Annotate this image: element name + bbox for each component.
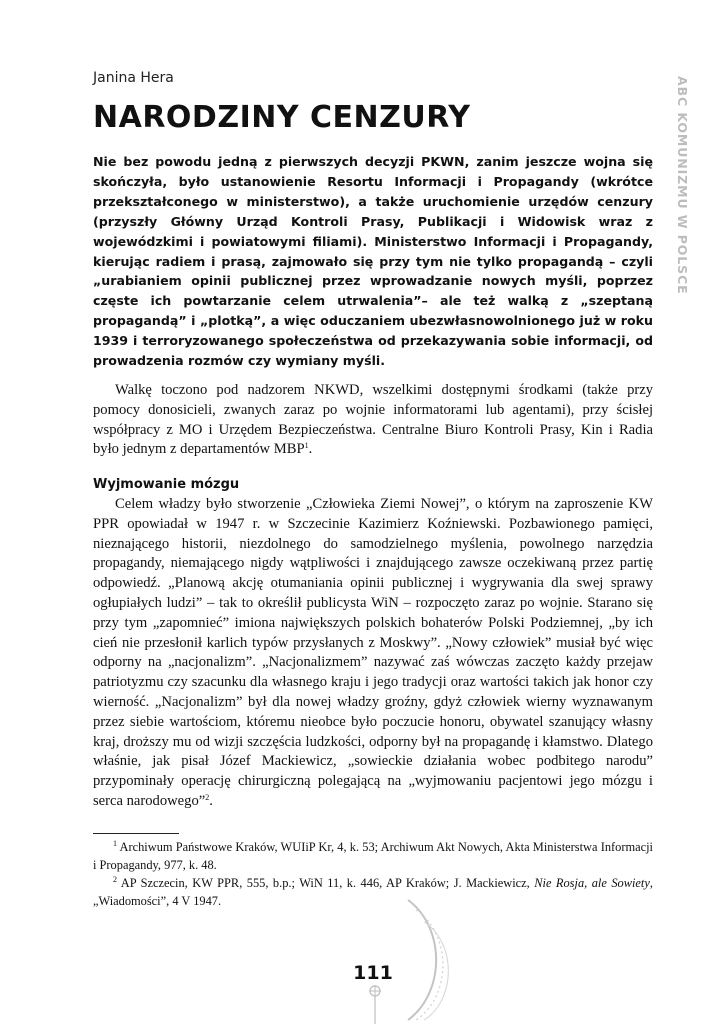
footnote-1-text: Archiwum Państwowe Kraków, WUIiP Kr, 4, k. 53; Archiwum Akt Nowych, Akta Ministerstwa Informacji i Propagandy, 977, k. 48.	[93, 840, 653, 872]
series-side-label: ABC KOMUNIZMU W POLSCE	[675, 76, 690, 295]
lead-paragraph: Nie bez powodu jedną z pierwszych decyzji PKWN, zanim jeszcze wojna się skończyła, było ustanowienie Resortu Informacji i Propagandy (wkrótce przekształconego w ministerstwo), a także uruchomienie urzędów cenzury (przyszły Główny Urząd Kontroli Prasy, Publikacji i Widowisk wraz z wojewódzkimi i powiatowymi filiami). Ministerstwo Informacji i Propagandy, kierując radiem i prasą, zajmowało się przy tym nie tylko propagandą – czyli „urabianiem opinii publicznej przez wprowadzanie nowych myśli, poprzez częste ich powtarzanie celem utrwalenia”– ale też walką z „szeptaną propagandą” i „plotką”, a więc oduczaniem ubezwłasnowolnionego już w roku 1939 i terroryzowanego społeczeństwa od przekazywania sobie informacji, od prowadzenia rozmów czy wymiany myśli.	[93, 154, 653, 369]
section-heading: Wyjmowanie mózgu	[93, 477, 240, 492]
author-name: Janina Hera	[93, 70, 174, 86]
paragraph-1-text: Walkę toczono pod nadzorem NKWD, wszelkimi dostępnymi środkami (także przy pomocy donosicieli, zwanych zaraz po wojnie informatorami lub agentami), przy ścisłej współpracy z MO i Urzędem Bezpieczeństwa. Centralne Biuro Kontroli Prasy, Kin i Radia było jednym z departamentów MBP	[93, 382, 653, 458]
page-ornament-icon	[330, 870, 480, 1024]
footnote-1-number: 1	[113, 839, 117, 848]
footnote-1	[93, 838, 653, 874]
footnote-divider	[93, 833, 179, 834]
page-number: 111	[353, 962, 393, 984]
paragraph-1-end: .	[308, 441, 313, 458]
footnote-2-text-after: , „Wiadomości”, 4 V 1947.	[93, 876, 653, 908]
footnote-2-text-before: AP Szczecin, KW PPR, 555, b.p.; WiN 11, k. 446, AP Kraków; J. Mackiewicz,	[120, 876, 535, 890]
article-title: NARODZINY CENZURY	[93, 100, 471, 135]
footnote-2-number: 2	[113, 875, 117, 884]
body-paragraph-2	[93, 495, 653, 812]
paragraph-2-text: Celem władzy było stworzenie „Człowieka Ziemi Nowej”, o którym na zaproszenie KW PPR opowiadał w 1947 r. w Szczecinie Kazimierz Koźniewski. Pozbawionego pamięci, nieznającego historii, niezdolnego do samodzielnego myślenia, powolnego narzędzia propagandy, niemającego nigdy wątpliwości i znajdującego zawsze oczekiwaną przez partię odpowiedź. „Planową akcję otumaniania opinii publicznej i wygrywania dla swej sprawy ogłupiałych ludzi” – tak to określił publicysta WiN – rozpoczęto zaraz po wojnie. Starano się przy tym „zapomnieć” imiona największych polskich bohaterów Polski Podziemnej, „by ich cień nie przesłonił karlich typów przysłanych z Moskwy”. „Nowy człowiek” musiał być więc odporny na „nacjonalizm”. „Nacjonalizmem” nazywać zaś wówczas zaczęto każdy przejaw patriotyzmu czy szacunku dla własnego kraju i jego tradycji oraz wartości takich jak honor czy wierność. „Nacjonalizm” był dla nowej władzy groźny, gdyż człowiek wierny wyznawanym przez siebie wartościom, któremu nieobce było poczucie honoru, obywatel szanujący własny kraj, droższy mu od wizji szczęścia ludzkości, odporny był na propagandę i kłamstwo. Dlatego właśnie, jak pisał Józef Mackiewicz, „sowieckie działania wobec podbitego narodu” przypominały operację chirurgiczną polegającą na „wyjmowaniu pacjentowi jego mózgu i serca narodowego”	[93, 496, 653, 809]
footnote-2-italic-title: Nie Rosja, ale Sowiety	[534, 876, 650, 890]
paragraph-2-end: .	[209, 792, 213, 809]
body-paragraph-1	[93, 381, 653, 460]
footnote-ref-1[interactable]: 1	[304, 441, 309, 451]
footnote-ref-2[interactable]: 2	[205, 792, 210, 802]
